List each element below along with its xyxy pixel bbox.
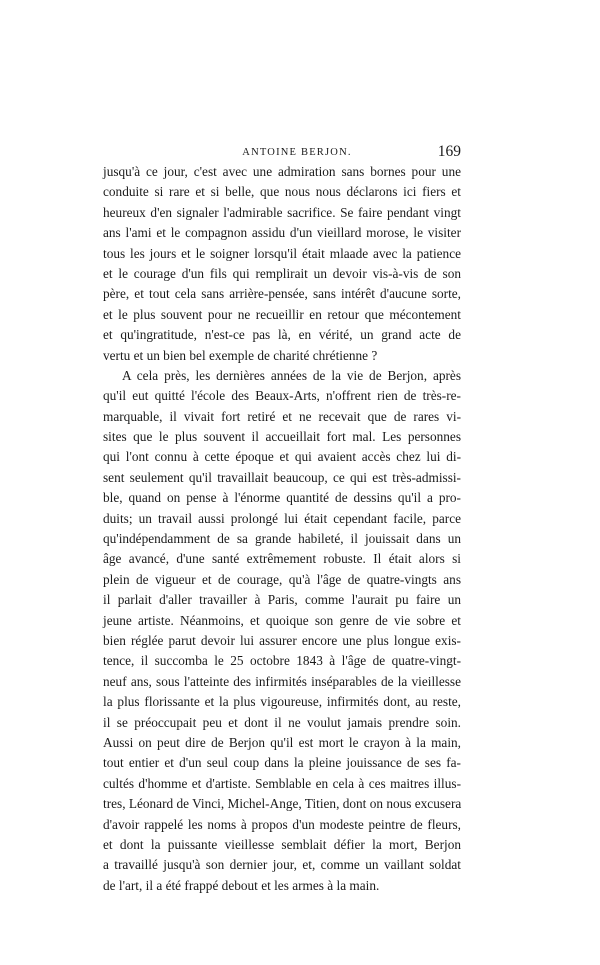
text-line: et dont la puissante vieillesse semblait défier la mort, Berjon bbox=[103, 836, 461, 852]
text-line: neuf ans, sous l'atteinte des infirmités inséparables de la vieillesse bbox=[103, 673, 461, 689]
text-line: tous les jours et le soigner lorsqu'il était mlaade avec la patience bbox=[103, 245, 461, 261]
text-line: marquable, il vivait fort retiré et ne recevait que de rares vi- bbox=[103, 408, 461, 424]
text-line: Aussi on peut dire de Berjon qu'il est mort le crayon à la main, bbox=[103, 734, 461, 750]
text-line: tout entier et d'un seul coup dans la pleine jouissance de ses fa- bbox=[103, 755, 461, 771]
running-head bbox=[103, 143, 461, 163]
text-line: jeune artiste. Néanmoins, et quoique son genre de vie sobre et bbox=[103, 612, 461, 628]
text-line: d'avoir rappelé les noms à propos d'un modeste peintre de fleurs, bbox=[103, 816, 461, 832]
text-line: sent seulement qu'il travaillait beaucoup, ce qui est très-admissi- bbox=[103, 469, 461, 485]
text-line: cultés d'homme et d'artiste. Semblable en cela à ces maitres illus- bbox=[103, 775, 461, 791]
text-line: et le plus souvent pour ne recueillir en retour que mécontement bbox=[103, 306, 461, 322]
text-line: ble, quand on pense à l'énorme quantité de dessins qu'il a pro- bbox=[103, 490, 461, 506]
text-line: a travaillé jusqu'à son dernier jour, et, comme un vaillant soldat bbox=[103, 857, 461, 873]
text-line: ans l'ami et le compagnon assidu d'un vieillard morose, le visiter bbox=[103, 225, 461, 241]
text-line: âge avancé, d'une santé extrêmement robuste. Il était alors si bbox=[103, 551, 461, 567]
text-line: qu'il eut quitté l'école des Beaux-Arts, n'offrent rien de très-re- bbox=[103, 388, 461, 404]
text-line: et qu'ingratitude, n'est-ce pas là, en vérité, un grand acte de bbox=[103, 327, 461, 343]
text-line: il se préoccupait peu et dont il ne voulut jamais prendre soin. bbox=[103, 714, 461, 730]
text-line: père, et tout cela sans arrière-pensée, sans intérêt d'aucune sorte, bbox=[103, 286, 461, 302]
text-line: heureux d'en signaler l'admirable sacrifice. Se faire pendant vingt bbox=[103, 204, 461, 220]
text-line: et le courage d'un fils qui remplirait un devoir vis-à-vis de son bbox=[103, 265, 461, 281]
text-line: jusqu'à ce jour, c'est avec une admiration sans bornes pour une bbox=[103, 164, 461, 179]
text-line: tence, il succomba le 25 octobre 1843 à l'âge de quatre-vingt- bbox=[103, 653, 461, 669]
text-line: qu'indépendamment de sa grande habileté, il jouissait dans un bbox=[103, 531, 461, 547]
body-text bbox=[103, 162, 461, 896]
running-title: ANTOINE BERJON. bbox=[242, 147, 352, 158]
text-line: de l'art, il a été frappé debout et les armes à la main. bbox=[103, 877, 380, 893]
text-line: sites que le plus souvent il accueillait fort mal. Les personnes bbox=[103, 429, 461, 445]
text-line: plein de vigueur et de courage, qu'à l'âge de quatre-vingts ans bbox=[103, 571, 461, 587]
paragraph bbox=[103, 162, 461, 366]
text-line: tres, Léonard de Vinci, Michel-Ange, Titien, dont on nous excusera bbox=[103, 796, 462, 812]
text-line: vertu et un bien bel exemple de charité chrétienne ? bbox=[103, 347, 378, 363]
text-line: bien réglée parut devoir lui assurer encore une plus longue exis- bbox=[103, 632, 461, 648]
paragraph bbox=[103, 366, 461, 896]
text-line: duits; un travail aussi prolongé lui était cependant facile, parce bbox=[103, 510, 461, 526]
text-line: qui l'ont connu à cette époque et qui avaient accès chez lui di- bbox=[103, 449, 461, 465]
text-line: conduite si rare et si belle, que nous nous déclarons ici fiers et bbox=[103, 184, 461, 200]
text-line: A cela près, les dernières années de la vie de Berjon, après bbox=[122, 367, 461, 383]
text-line: la plus florissante et la plus vigoureuse, infirmités dont, au reste, bbox=[103, 694, 461, 710]
text-line: il parlait d'aller travailler à Paris, comme l'aurait pu faire un bbox=[103, 592, 461, 608]
page-number: 169 bbox=[437, 143, 461, 160]
